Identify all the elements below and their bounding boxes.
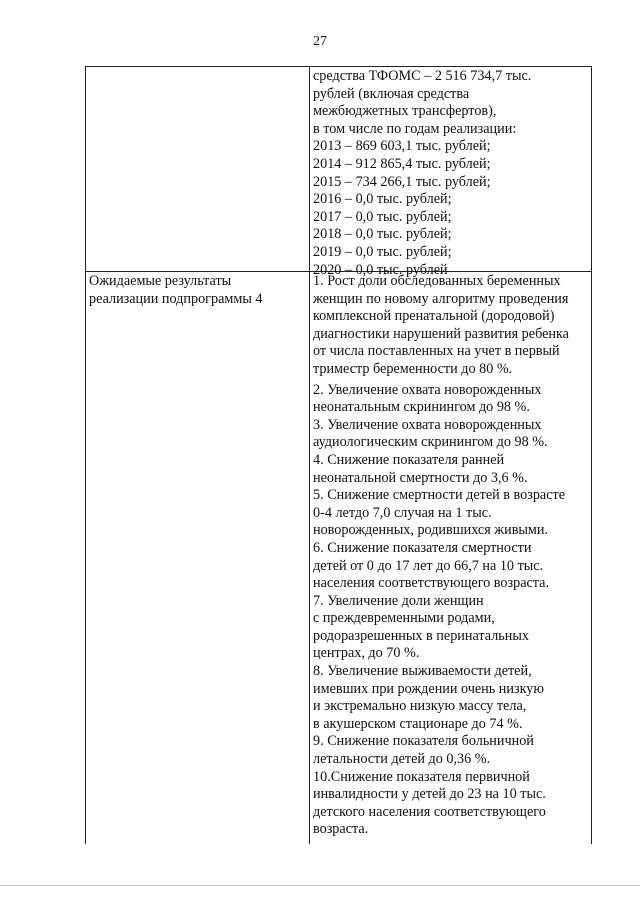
result-item-line: с преждевременными родами, [313, 610, 495, 627]
result-item-line: от числа поставленных на учет в первый [313, 343, 560, 360]
result-item [313, 593, 569, 663]
funding-cell [313, 68, 531, 279]
result-item [313, 273, 569, 379]
result-item-line: комплексной пренатальной (дородовой) [313, 308, 555, 325]
result-item-line: 3. Увеличение охвата новорожденных [313, 416, 542, 433]
result-item-line: 6. Снижение показателя смертности [313, 539, 532, 556]
result-item [313, 382, 569, 417]
result-item-line: родоразрешенных в перинатальных [313, 627, 529, 644]
result-item-line: населения соответствующего возраста. [313, 575, 550, 592]
result-item-line: 10.Снижение показателя первичной [313, 768, 530, 785]
results-label-line: реализации подпрограммы 4 [89, 290, 263, 307]
result-item [313, 487, 569, 540]
result-item-line: триместр беременности до 80 %. [313, 360, 513, 377]
funding-line: в том числе по годам реализации: [313, 120, 517, 137]
funding-line: 2019 – 0,0 тыс. рублей; [313, 243, 452, 260]
result-item [313, 663, 569, 733]
table-column-divider [309, 66, 310, 844]
result-item-line: неонатальным скринингом до 98 %. [313, 399, 530, 416]
funding-line: 2014 – 912 865,4 тыс. рублей; [313, 155, 491, 172]
table-right-border [591, 66, 592, 844]
result-item-line: летальности детей до 0,36 %. [313, 751, 491, 768]
results-label [89, 273, 263, 308]
funding-line: 2016 – 0,0 тыс. рублей; [313, 191, 452, 208]
result-item-line: неонатальной смертности до 3,6 %. [313, 469, 528, 486]
result-item [313, 417, 569, 452]
result-item-line: новорожденных, родившихся живыми. [313, 522, 549, 539]
result-item-line: 7. Увеличение доли женщин [313, 592, 484, 609]
result-item-line: 8. Увеличение выживаемости детей, [313, 663, 532, 680]
results-list [313, 273, 569, 839]
result-item-line: детского населения соответствующего [313, 803, 546, 820]
funding-line: 2018 – 0,0 тыс. рублей; [313, 226, 452, 243]
result-item-line: женщин по новому алгоритму проведения [313, 290, 569, 307]
table-left-border [85, 66, 86, 844]
funding-line: 2020 – 0,0 тыс. рублей [313, 261, 448, 278]
result-item-line: 9. Снижение показателя больничной [313, 733, 534, 750]
result-item-line: детей от 0 до 17 лет до 66,7 на 10 тыс. [313, 557, 544, 574]
result-item [313, 769, 569, 839]
result-item [313, 452, 569, 487]
result-item-line: 2. Увеличение охвата новорожденных [313, 381, 542, 398]
table-top-border [85, 66, 592, 67]
results-label-line: Ожидаемые результаты [89, 273, 232, 289]
page-bottom-rule [0, 885, 640, 886]
result-item-line: диагностики нарушений развития ребенка [313, 325, 569, 342]
page-number: 27 [313, 34, 327, 49]
result-item-line: в акушерском стационаре до 74 %. [313, 715, 523, 732]
result-item-line: центрах, до 70 %. [313, 645, 420, 662]
result-item-line: и экстремально низкую массу тела, [313, 698, 527, 715]
result-item-line: имевших при рождении очень низкую [313, 680, 544, 697]
result-item-line: аудиологическим скринингом до 98 %. [313, 434, 548, 451]
result-item-line: возраста. [313, 821, 369, 838]
funding-line: 2017 – 0,0 тыс. рублей; [313, 208, 452, 225]
result-item-line: 1. Рост доли обследованных беременных [313, 273, 561, 289]
funding-line: межбюджетных трансфертов), [313, 103, 497, 120]
result-item-line: инвалидности у детей до 23 на 10 тыс. [313, 786, 546, 803]
result-item-line: 0-4 летдо 7,0 случая на 1 тыс. [313, 504, 492, 521]
result-item [313, 733, 569, 768]
funding-line: средства ТФОМС – 2 516 734,7 тыс. [313, 68, 532, 84]
funding-line: 2013 – 869 603,1 тыс. рублей; [313, 138, 491, 155]
result-item-line: 4. Снижение показателя ранней [313, 451, 505, 468]
funding-line: 2015 – 734 266,1 тыс. рублей; [313, 173, 491, 190]
funding-line: рублей (включая средства [313, 85, 470, 102]
result-item-line: 5. Снижение смертности детей в возрасте [313, 487, 566, 504]
result-item [313, 540, 569, 593]
